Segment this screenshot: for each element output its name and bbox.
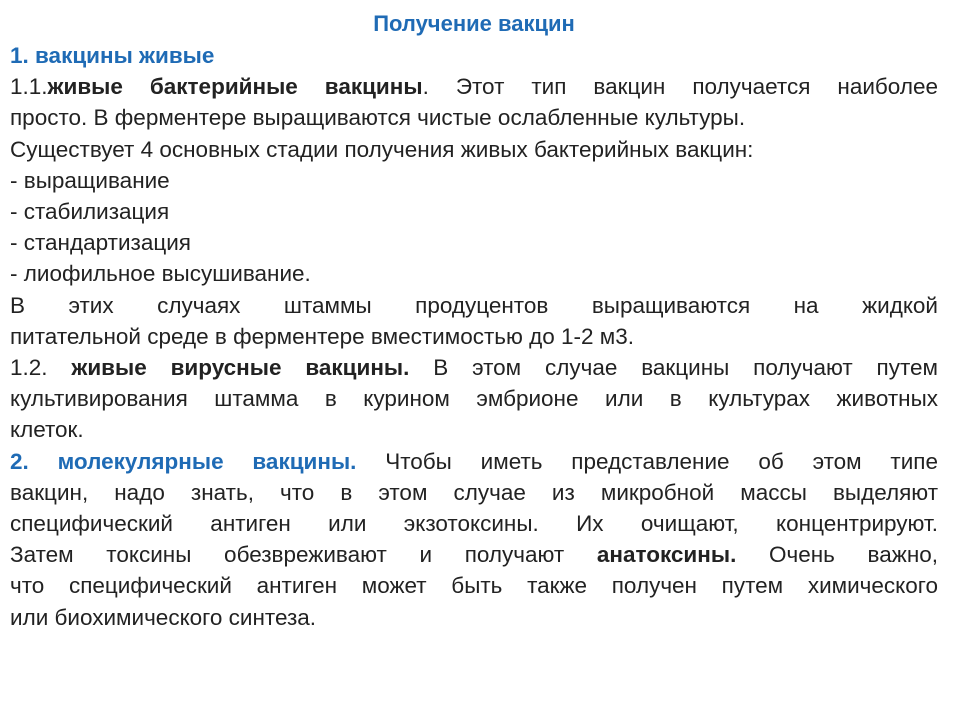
section-2-text-b: Очень важно, <box>736 542 939 568</box>
slide-title: Получение вакцин <box>373 11 575 36</box>
section-1-2-line-1 <box>10 352 938 383</box>
section-1-2-prefix: 1.2. <box>10 355 72 381</box>
stage-item: - стабилизация <box>10 199 170 225</box>
section-2-text-a: Затем токсины обезвреживают и получают <box>10 542 597 568</box>
section-1-1-prefix: 1.1. <box>10 74 48 100</box>
section-1-1-line-2: просто. В ферментере выращиваются чистые ослабленные культуры. <box>10 105 746 131</box>
section-1-2-line-2: культивирования штамма в курином эмбрионе или в культурах животных <box>10 386 938 412</box>
stage-item: - стандартизация <box>10 230 191 256</box>
section-1-heading: 1. вакцины живые <box>10 43 215 68</box>
section-2-line-6: или биохимического синтеза. <box>10 604 317 630</box>
section-2-line-1 <box>10 446 938 477</box>
section-2-line-4 <box>10 539 938 570</box>
section-2-heading: 2. молекулярные вакцины. <box>10 448 357 474</box>
section-1-2-line-3: клеток. <box>10 417 84 443</box>
cases-line-1: В этих случаях штаммы продуцентов выращиваются на жидкой <box>10 292 938 318</box>
stages-intro: Существует 4 основных стадии получения живых бактерийных вакцин: <box>10 136 754 162</box>
section-1-1-text: . Этот тип вакцин получается наиболее <box>422 74 938 100</box>
section-1-2-bold-term: живые вирусные вакцины. <box>71 355 410 381</box>
section-1-1-bold-term: живые бактерийные вакцины <box>47 74 423 100</box>
section-2-line-5: что специфический антиген может быть также получен путем химического <box>10 573 938 599</box>
section-2-line-2: вакцин, надо знать, что в этом случае из микробной массы выделяют <box>10 479 938 505</box>
anatoxins-term: анатоксины. <box>596 542 737 568</box>
section-1-1-line-1 <box>10 71 938 102</box>
section-1-2-text: В этом случае вакцины получают путем <box>409 355 938 381</box>
section-2-line-3: специфический антиген или экзотоксины. Их очищают, концентрируют. <box>10 511 938 537</box>
stage-item: - лиофильное высушивание. <box>10 261 311 287</box>
stage-item: - выращивание <box>10 167 170 193</box>
section-2-text: Чтобы иметь представление об этом типе <box>356 448 938 474</box>
cases-line-2: питательной среде в ферментере вместимостью до 1-2 м3. <box>10 323 635 349</box>
